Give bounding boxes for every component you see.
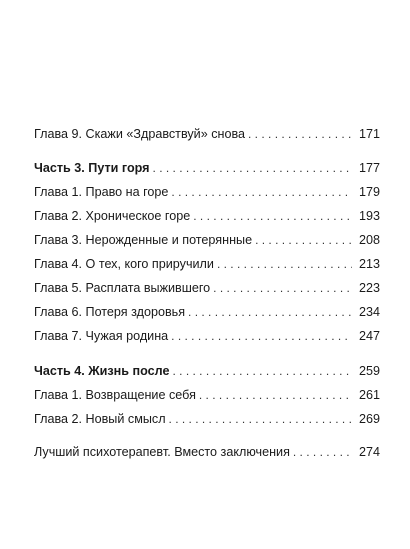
dot-leader (255, 230, 352, 250)
dot-leader (193, 206, 352, 226)
toc-entry-page: 247 (358, 329, 380, 343)
toc-entry-title: Глава 6. Потеря здоровья (34, 302, 188, 322)
toc-entry-page: 208 (358, 233, 380, 247)
toc-part-heading (34, 158, 380, 178)
toc-entry (34, 230, 380, 250)
dot-leader (248, 124, 352, 144)
toc-entry (34, 254, 380, 274)
toc-entry-title: Глава 1. Право на горе (34, 182, 171, 202)
toc-entry (34, 302, 380, 322)
toc-entry-title: Часть 4. Жизнь после (34, 361, 172, 381)
toc-entry-page: 213 (358, 257, 380, 271)
table-of-contents (34, 124, 380, 462)
toc-entry (34, 385, 380, 405)
toc-entry (34, 278, 380, 298)
toc-entry (34, 124, 380, 144)
toc-entry-title: Глава 1. Возвращение себя (34, 385, 199, 405)
toc-entry-title: Глава 9. Скажи «Здравствуй» снова (34, 124, 248, 144)
toc-entry-title: Глава 3. Нерожденные и потерянные (34, 230, 255, 250)
toc-entry-page: 171 (358, 127, 380, 141)
toc-entry-page: 223 (358, 281, 380, 295)
toc-entry-title: Глава 5. Расплата выжившего (34, 278, 213, 298)
dot-leader (172, 361, 352, 381)
toc-entry-title: Глава 4. О тех, кого приручили (34, 254, 217, 274)
toc-entry-page: 234 (358, 305, 380, 319)
toc-entry (34, 326, 380, 346)
toc-entry-page: 261 (358, 388, 380, 402)
toc-entry-page: 274 (358, 445, 380, 459)
dot-leader (153, 158, 352, 178)
toc-entry-title: Лучший психотерапевт. Вместо заключения (34, 442, 293, 462)
toc-entry (34, 206, 380, 226)
toc-entry-page: 177 (358, 161, 380, 175)
dot-leader (171, 182, 352, 202)
dot-leader (213, 278, 352, 298)
toc-entry-page: 269 (358, 412, 380, 426)
dot-leader (171, 326, 352, 346)
dot-leader (293, 442, 352, 462)
toc-entry (34, 409, 380, 429)
dot-leader (188, 302, 352, 322)
toc-entry-title: Часть 3. Пути горя (34, 158, 153, 178)
toc-entry (34, 442, 380, 462)
dot-leader (217, 254, 352, 274)
toc-part-heading (34, 361, 380, 381)
toc-entry-page: 193 (358, 209, 380, 223)
toc-entry-page: 179 (358, 185, 380, 199)
toc-entry-title: Глава 2. Новый смысл (34, 409, 169, 429)
dot-leader (199, 385, 352, 405)
toc-entry (34, 182, 380, 202)
dot-leader (169, 409, 352, 429)
toc-entry-title: Глава 2. Хроническое горе (34, 206, 193, 226)
toc-entry-page: 259 (358, 364, 380, 378)
toc-entry-title: Глава 7. Чужая родина (34, 326, 171, 346)
